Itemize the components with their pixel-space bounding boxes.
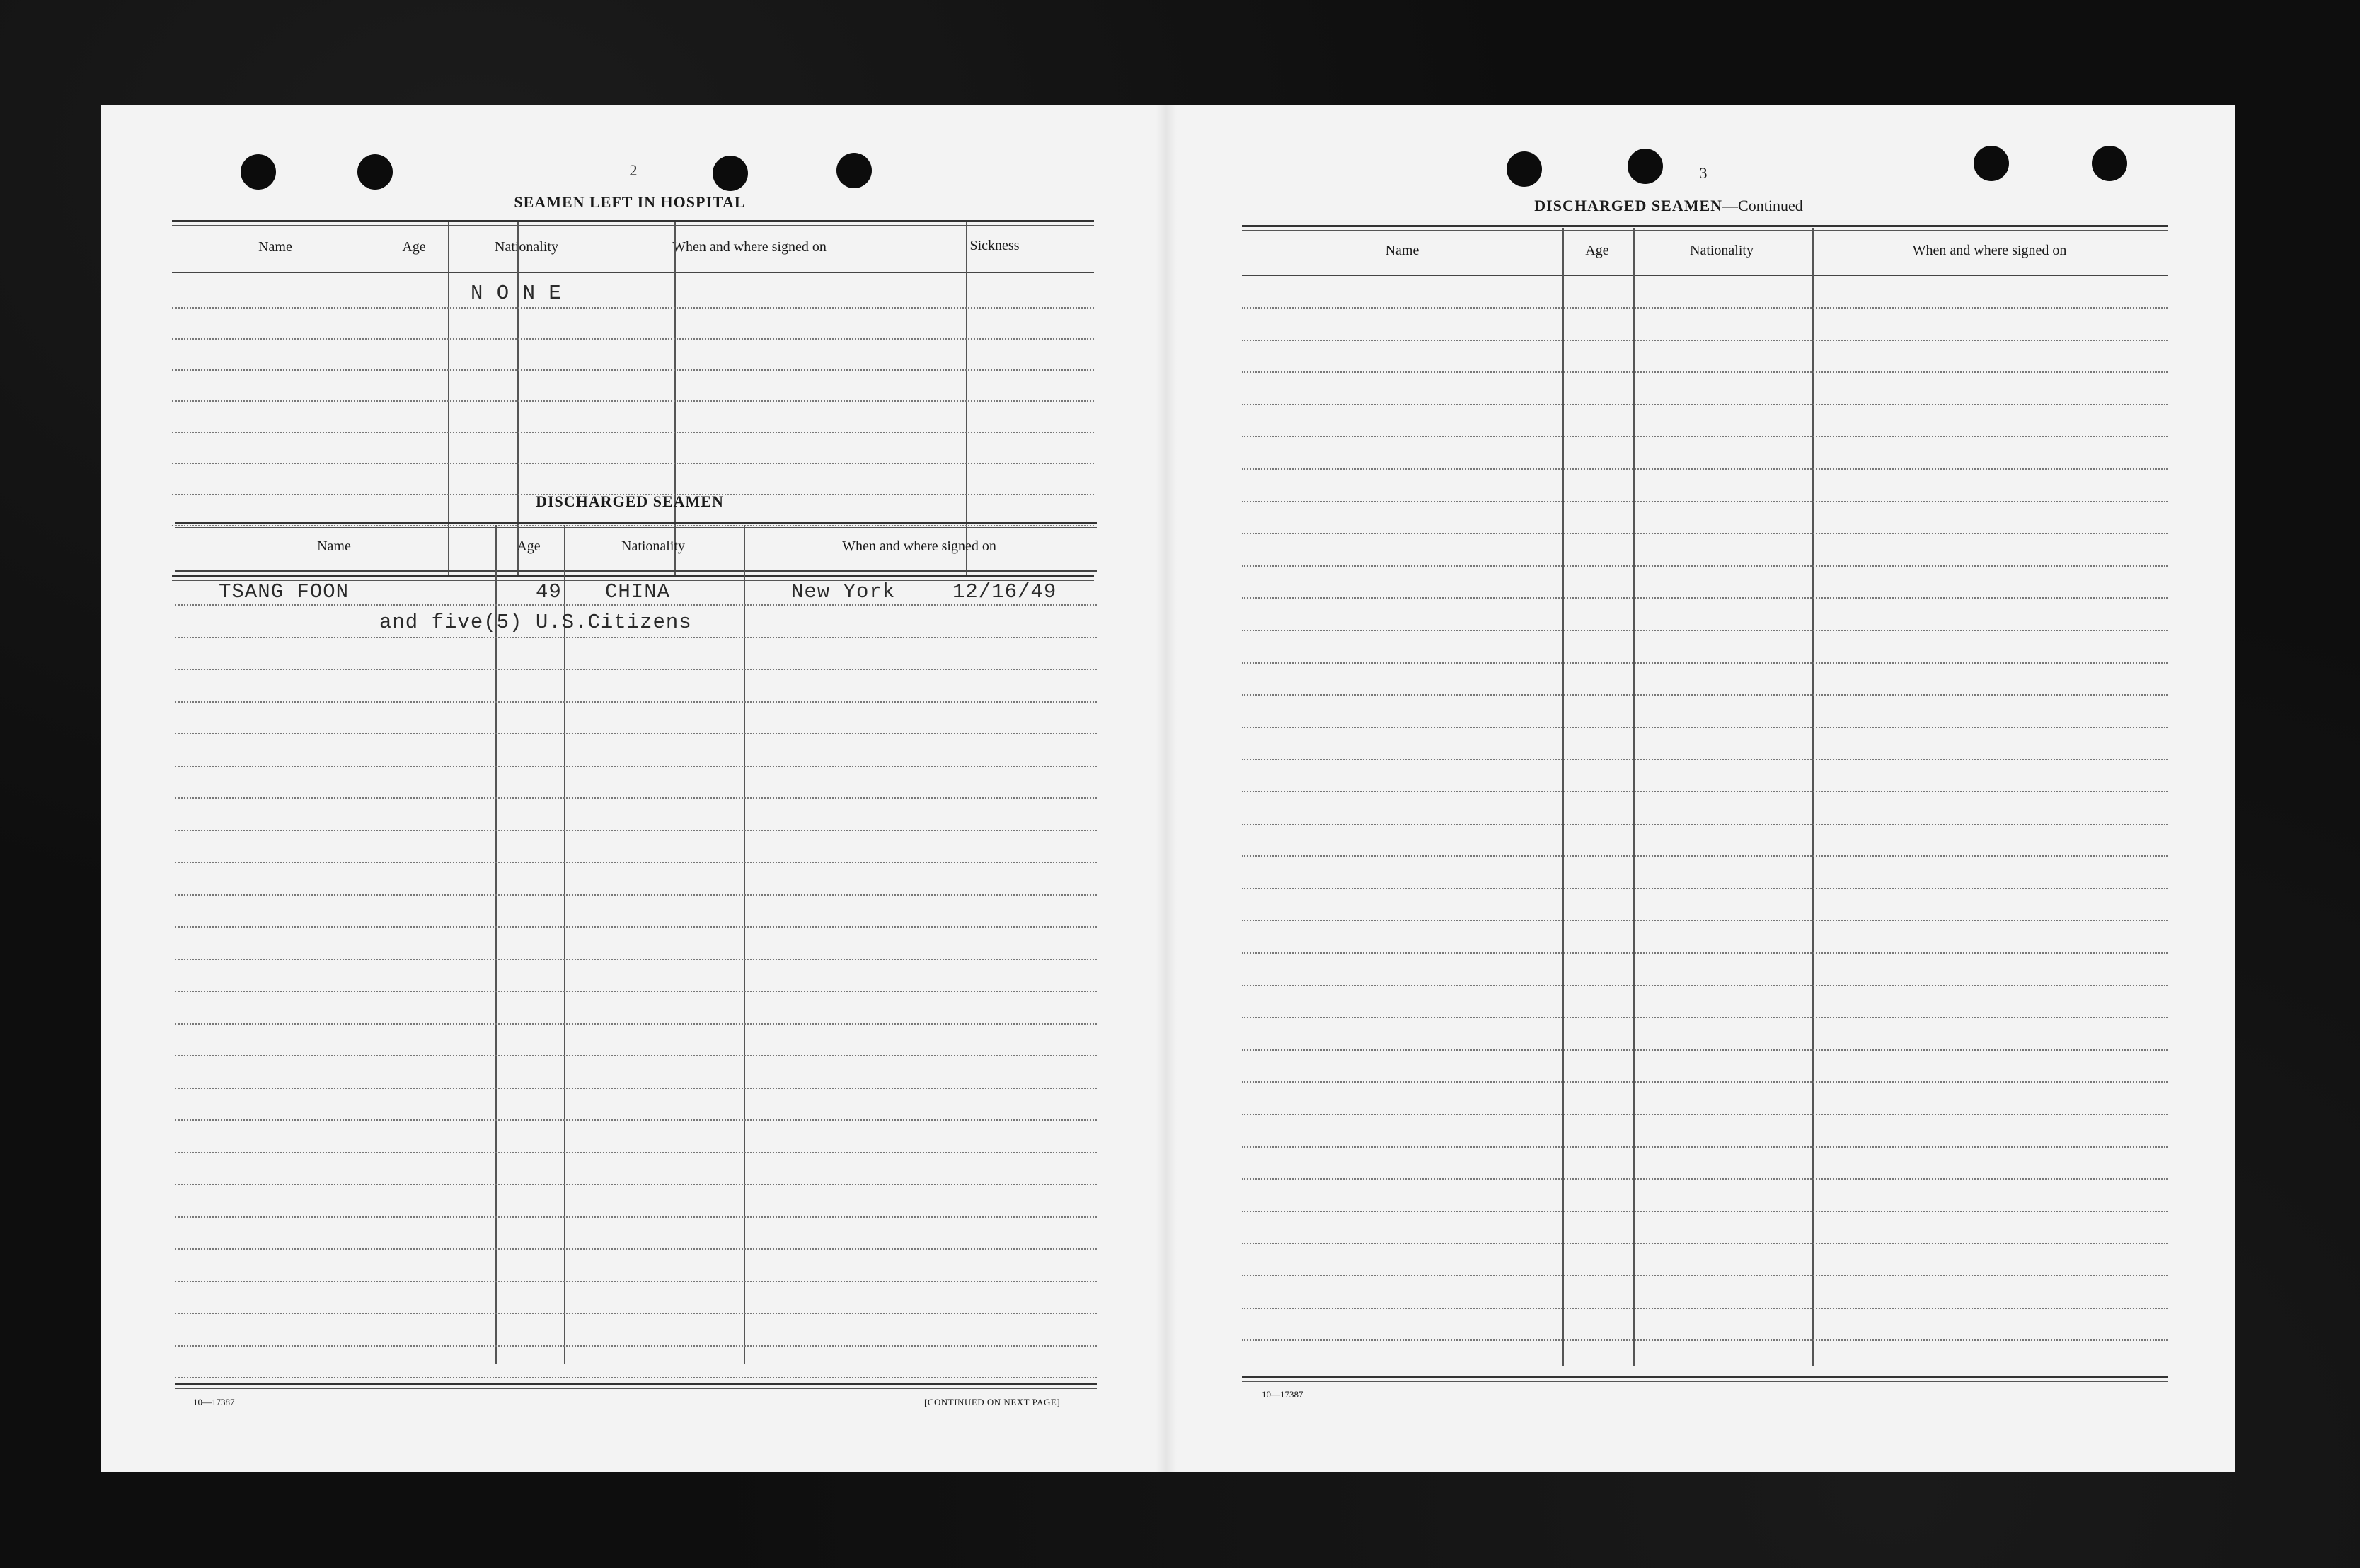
row-line bbox=[175, 1184, 1097, 1185]
seaman-nationality: CHINA bbox=[605, 580, 671, 604]
right-col-name: Name bbox=[1385, 243, 1420, 258]
discharged-col-divider bbox=[744, 525, 745, 1364]
row-line bbox=[175, 959, 1097, 960]
row-line bbox=[175, 1248, 1097, 1250]
row-line bbox=[1242, 662, 2168, 664]
row-line bbox=[175, 604, 1097, 606]
hospital-header-rule bbox=[172, 272, 1094, 273]
row-line bbox=[1242, 952, 2168, 954]
seaman-signed-place: New York bbox=[791, 580, 896, 604]
row-line bbox=[1242, 888, 2168, 889]
hospital-col-sickness: Sickness bbox=[969, 238, 1020, 253]
seaman-signed-date: 12/16/49 bbox=[952, 580, 1057, 604]
row-line bbox=[175, 1216, 1097, 1218]
hospital-row-line bbox=[172, 369, 1094, 371]
row-line bbox=[1242, 307, 2168, 309]
right-col-signed-on: When and where signed on bbox=[1912, 243, 2067, 258]
row-line bbox=[175, 1088, 1097, 1089]
punch-hole bbox=[836, 153, 872, 188]
row-line bbox=[175, 1152, 1097, 1153]
discharged-col-divider bbox=[495, 525, 497, 1364]
row-line bbox=[1242, 597, 2168, 599]
row-line bbox=[1242, 1017, 2168, 1018]
row-line bbox=[175, 1281, 1097, 1282]
punch-hole bbox=[1974, 146, 2009, 181]
hospital-row-line bbox=[172, 463, 1094, 464]
row-line bbox=[1242, 791, 2168, 792]
row-line bbox=[1242, 1211, 2168, 1212]
hospital-row-line bbox=[172, 400, 1094, 402]
row-line bbox=[175, 637, 1097, 638]
page-fold bbox=[1156, 105, 1177, 1472]
discharged-table-bottom-rule bbox=[175, 1383, 1097, 1385]
discharged-col-divider bbox=[564, 525, 565, 1364]
document-sheet bbox=[101, 105, 2235, 1472]
hospital-col-nationality: Nationality bbox=[495, 239, 558, 255]
right-col-divider bbox=[1633, 228, 1635, 1366]
row-line bbox=[1242, 727, 2168, 728]
row-line bbox=[1242, 1243, 2168, 1244]
right-header-rule bbox=[1242, 275, 2168, 276]
row-line bbox=[1242, 1114, 2168, 1115]
hospital-table-top-rule bbox=[172, 220, 1094, 222]
row-line bbox=[1242, 630, 2168, 631]
seaman-name: TSANG FOON bbox=[219, 580, 350, 604]
right-table-top-rule bbox=[1242, 225, 2168, 227]
discharged-col-name: Name bbox=[317, 538, 351, 554]
row-line bbox=[1242, 824, 2168, 825]
right-col-age: Age bbox=[1585, 243, 1609, 258]
hospital-section-title: SEAMEN LEFT IN HOSPITAL bbox=[514, 193, 746, 211]
row-line bbox=[1242, 855, 2168, 857]
page-number-left: 2 bbox=[629, 161, 638, 179]
form-code-left: 10—17387 bbox=[193, 1397, 235, 1407]
row-line bbox=[1242, 985, 2168, 986]
row-line bbox=[175, 894, 1097, 896]
right-title-main: DISCHARGED SEAMEN bbox=[1534, 197, 1723, 214]
row-line bbox=[175, 1119, 1097, 1121]
punch-hole bbox=[713, 156, 748, 191]
row-line bbox=[175, 701, 1097, 703]
row-line bbox=[1242, 1049, 2168, 1051]
punch-hole bbox=[2092, 146, 2127, 181]
row-line bbox=[175, 669, 1097, 670]
discharged-note: and five(5) U.S.Citizens bbox=[379, 611, 692, 634]
row-line bbox=[1242, 565, 2168, 567]
punch-hole bbox=[357, 154, 393, 190]
row-line bbox=[175, 733, 1097, 734]
row-line bbox=[1242, 340, 2168, 341]
hospital-col-age: Age bbox=[402, 239, 426, 255]
right-section-title bbox=[1492, 197, 1846, 215]
row-line bbox=[1242, 436, 2168, 437]
continued-note: [CONTINUED ON NEXT PAGE] bbox=[924, 1397, 1061, 1407]
row-line bbox=[1242, 694, 2168, 696]
row-line bbox=[175, 766, 1097, 767]
form-code-right: 10—17387 bbox=[1262, 1389, 1303, 1400]
row-line bbox=[1242, 1146, 2168, 1148]
row-line bbox=[1242, 1339, 2168, 1341]
row-line bbox=[1242, 533, 2168, 534]
row-line bbox=[1242, 1081, 2168, 1083]
right-table-bottom-rule bbox=[1242, 1376, 2168, 1378]
row-line bbox=[1242, 371, 2168, 373]
punch-hole bbox=[241, 154, 276, 190]
row-line bbox=[175, 797, 1097, 799]
hospital-typed-none: N O N E bbox=[471, 282, 562, 305]
discharged-col-signed-on: When and where signed on bbox=[842, 538, 996, 554]
row-line bbox=[1242, 1178, 2168, 1180]
punch-hole bbox=[1507, 151, 1542, 187]
row-line bbox=[175, 862, 1097, 863]
row-line bbox=[1242, 501, 2168, 502]
discharged-section-title: DISCHARGED SEAMEN bbox=[536, 492, 724, 510]
discharged-col-age: Age bbox=[517, 538, 541, 554]
row-line bbox=[1242, 920, 2168, 921]
row-line bbox=[175, 1377, 1097, 1378]
hospital-table-bottom-rule bbox=[172, 575, 1094, 577]
hospital-row-line bbox=[172, 432, 1094, 433]
page-number-right: 3 bbox=[1699, 164, 1708, 182]
right-col-divider bbox=[1562, 228, 1564, 1366]
hospital-row-line bbox=[172, 338, 1094, 340]
right-col-divider bbox=[1812, 228, 1814, 1366]
row-line bbox=[175, 1023, 1097, 1025]
row-line bbox=[175, 926, 1097, 928]
hospital-col-name: Name bbox=[258, 239, 292, 255]
row-line bbox=[175, 1055, 1097, 1056]
hospital-col-signed-on: When and where signed on bbox=[672, 239, 827, 255]
row-line bbox=[1242, 759, 2168, 760]
discharged-table-top-rule bbox=[175, 522, 1097, 524]
discharged-col-nationality: Nationality bbox=[621, 538, 685, 554]
row-line bbox=[175, 1345, 1097, 1347]
row-line bbox=[175, 1313, 1097, 1314]
row-line bbox=[175, 830, 1097, 831]
discharged-header-rule bbox=[175, 570, 1097, 572]
seaman-age: 49 bbox=[536, 580, 562, 604]
row-line bbox=[175, 991, 1097, 992]
row-line bbox=[1242, 1275, 2168, 1276]
row-line bbox=[1242, 468, 2168, 470]
punch-hole bbox=[1628, 149, 1663, 184]
hospital-row-line bbox=[172, 307, 1094, 309]
hospital-row-line bbox=[172, 525, 1094, 526]
right-col-nationality: Nationality bbox=[1690, 243, 1754, 258]
row-line bbox=[1242, 1308, 2168, 1309]
row-line bbox=[1242, 404, 2168, 405]
right-title-continued: —Continued bbox=[1722, 197, 1803, 214]
